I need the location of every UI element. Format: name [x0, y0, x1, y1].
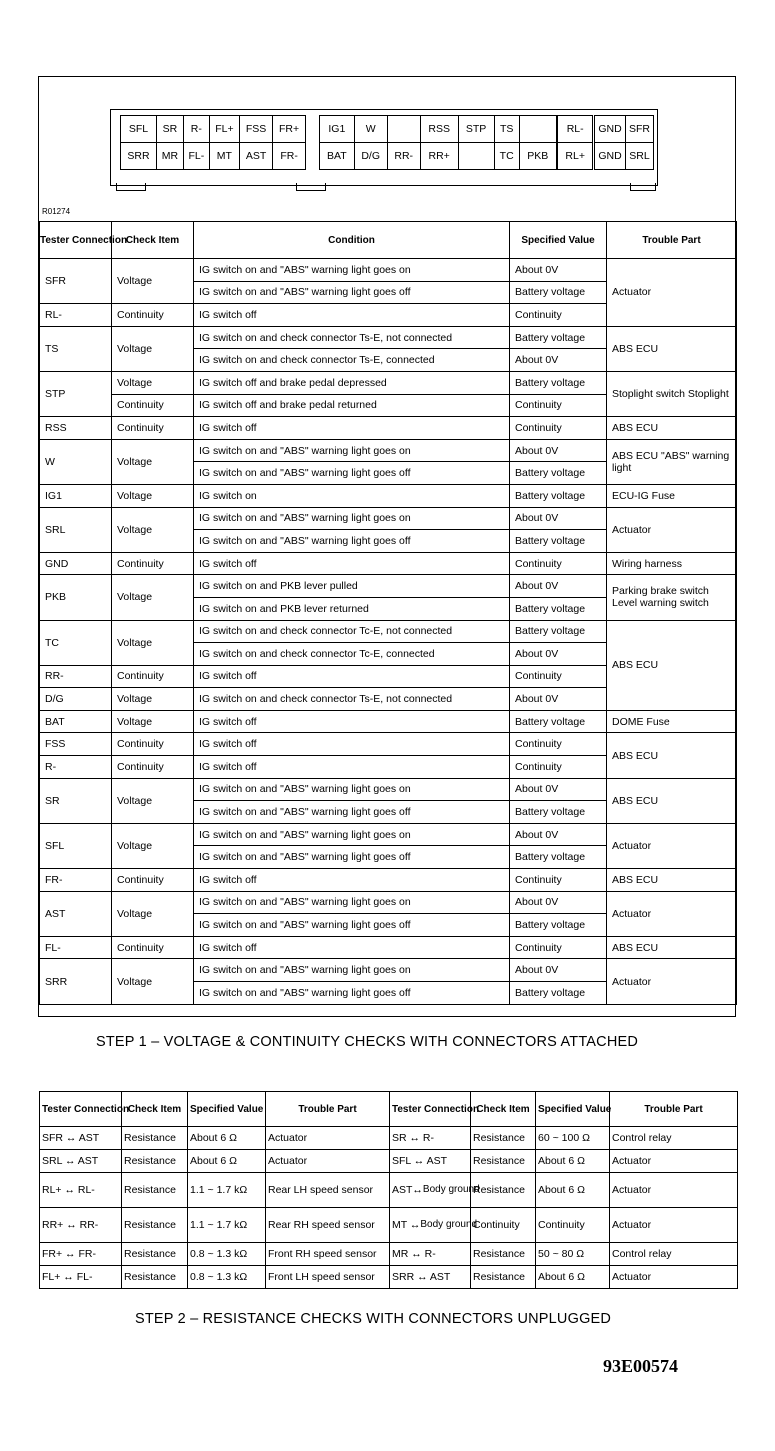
drawing-code: R01274	[42, 207, 71, 216]
check-item-cell: Voltage	[112, 823, 194, 868]
trouble-part-cell: Actuator	[610, 1208, 738, 1243]
condition-cell: IG switch on	[194, 484, 510, 507]
table-row	[40, 891, 737, 914]
specified-value-cell: Battery voltage	[510, 846, 607, 869]
check-item-cell: Continuity	[112, 417, 194, 440]
check-item-cell: Continuity	[112, 869, 194, 892]
specified-value-cell: About 0V	[510, 575, 607, 598]
specified-value-cell: Continuity	[510, 936, 607, 959]
pin: IG1	[320, 116, 355, 143]
check-item-cell: Voltage	[112, 710, 194, 733]
table-row	[40, 326, 737, 349]
condition-cell: IG switch on and "ABS" warning light goes on	[194, 439, 510, 462]
check-item-cell: Voltage	[112, 620, 194, 665]
table-row	[40, 552, 737, 575]
connector-block-3	[594, 115, 654, 170]
table-row	[40, 417, 737, 440]
check-item-cell: Resistance	[122, 1150, 188, 1173]
condition-cell: IG switch on and "ABS" warning light goes off	[194, 462, 510, 485]
pin: FR-	[273, 143, 306, 170]
tester-connection-cell: PKB	[40, 575, 112, 620]
pin: FR+	[273, 116, 306, 143]
tester-connection-cell: SRL ↔ AST	[40, 1150, 122, 1173]
pin: GND	[595, 116, 626, 143]
table-row	[40, 1127, 738, 1150]
pin	[519, 116, 556, 143]
check-item-cell: Voltage	[112, 959, 194, 1004]
check-item-cell: Voltage	[112, 439, 194, 484]
trouble-part-cell: Actuator	[607, 959, 737, 1004]
tester-connection-cell: SFL ↔ AST	[390, 1150, 471, 1173]
tester-connection-cell: BAT	[40, 710, 112, 733]
trouble-part-cell: ABS ECU	[607, 620, 737, 710]
specified-value-cell: About 0V	[510, 259, 607, 282]
check-item-cell: Voltage	[112, 326, 194, 371]
check-item-cell: Resistance	[122, 1173, 188, 1208]
check-item-cell: Resistance	[122, 1266, 188, 1289]
table-row	[40, 1266, 738, 1289]
header-trouble-part: Trouble Part	[266, 1092, 390, 1127]
table-row	[40, 778, 737, 801]
condition-cell: IG switch on and PKB lever returned	[194, 597, 510, 620]
tester-connection-cell: FL-	[40, 936, 112, 959]
specified-value-cell: Continuity	[510, 552, 607, 575]
condition-cell: IG switch on and "ABS" warning light goes on	[194, 778, 510, 801]
step1-table	[39, 221, 737, 1005]
condition-cell: IG switch off	[194, 936, 510, 959]
connector-block-1	[120, 115, 306, 170]
trouble-part-cell: Rear LH speed sensor	[266, 1173, 390, 1208]
tester-connection-cell: TC	[40, 620, 112, 665]
trouble-part-cell: Actuator	[610, 1173, 738, 1208]
pin: SRL	[625, 143, 653, 170]
condition-cell: IG switch on and check connector Ts-E, connected	[194, 349, 510, 372]
tester-connection-cell: D/G	[40, 688, 112, 711]
trouble-part-cell: ABS ECU	[607, 733, 737, 778]
tester-connection-cell: FSS	[40, 733, 112, 756]
specified-value-cell: Continuity	[510, 417, 607, 440]
specified-value-cell: About 0V	[510, 891, 607, 914]
trouble-part-cell: ABS ECU	[607, 417, 737, 440]
pin: FSS	[239, 116, 272, 143]
header-tester-connection: Tester Connection	[390, 1092, 471, 1127]
trouble-part-cell: ABS ECU	[607, 869, 737, 892]
trouble-part-cell: ABS ECU	[607, 778, 737, 823]
tester-connection-cell: RL+ ↔ RL-	[40, 1173, 122, 1208]
trouble-part-cell: Front RH speed sensor	[266, 1243, 390, 1266]
pin: FL+	[209, 116, 239, 143]
body-ground-label: Body ground	[422, 1184, 480, 1196]
table-row	[40, 1208, 738, 1243]
header-specified-value: Specified Value	[510, 222, 607, 259]
header-trouble-part: Trouble Part	[610, 1092, 738, 1127]
table-row	[40, 484, 737, 507]
condition-cell: IG switch on and "ABS" warning light goes off	[194, 982, 510, 1005]
specified-value-cell: About 0V	[510, 959, 607, 982]
pin: RSS	[420, 116, 458, 143]
trouble-part-cell: Actuator	[266, 1127, 390, 1150]
tester-connection-cell: SR	[40, 778, 112, 823]
header-trouble-part: Trouble Part	[607, 222, 737, 259]
condition-cell: IG switch on and "ABS" warning light goes off	[194, 801, 510, 824]
body-ground-label: Body ground	[420, 1219, 478, 1231]
condition-cell: IG switch off	[194, 552, 510, 575]
trouble-part-cell: Actuator	[266, 1150, 390, 1173]
condition-cell: IG switch off	[194, 304, 510, 327]
pin: SFR	[625, 116, 653, 143]
specified-value-cell: About 6 Ω	[536, 1173, 610, 1208]
pin: BAT	[320, 143, 355, 170]
specified-value-cell: Battery voltage	[510, 371, 607, 394]
specified-value-cell: Battery voltage	[510, 326, 607, 349]
check-item-cell: Voltage	[112, 891, 194, 936]
specified-value-cell: About 0V	[510, 439, 607, 462]
table-row	[40, 620, 737, 643]
tester-connection-cell: SFL	[40, 823, 112, 868]
specified-value-cell: Continuity	[536, 1208, 610, 1243]
table-row	[40, 823, 737, 846]
pin: RL-	[558, 116, 593, 143]
check-item-cell: Continuity	[112, 304, 194, 327]
tester-connection-cell: SR ↔ R-	[390, 1127, 471, 1150]
trouble-part-cell: Wiring harness	[607, 552, 737, 575]
condition-cell: IG switch on and "ABS" warning light goes off	[194, 846, 510, 869]
check-item-cell: Resistance	[471, 1150, 536, 1173]
trouble-part-cell: Front LH speed sensor	[266, 1266, 390, 1289]
header-specified-value: Specified Value	[536, 1092, 610, 1127]
check-item-cell: Voltage	[112, 507, 194, 552]
table-row	[40, 869, 737, 892]
check-item-cell: Resistance	[471, 1266, 536, 1289]
specified-value-cell: About 6 Ω	[536, 1266, 610, 1289]
pin: SR	[156, 116, 183, 143]
check-item-cell: Resistance	[471, 1127, 536, 1150]
condition-cell: IG switch off	[194, 665, 510, 688]
check-item-cell: Resistance	[471, 1243, 536, 1266]
tester-connection-cell: MR ↔ R-	[390, 1243, 471, 1266]
condition-cell: IG switch off	[194, 756, 510, 779]
step2-caption: STEP 2 – RESISTANCE CHECKS WITH CONNECTORS UNPLUGGED	[135, 1311, 612, 1327]
check-item-cell: Continuity	[112, 733, 194, 756]
trouble-part-cell: Control relay	[610, 1127, 738, 1150]
pin: TC	[494, 143, 519, 170]
trouble-part-cell: ABS ECU	[607, 326, 737, 371]
condition-cell: IG switch on and check connector Ts-E, not connected	[194, 326, 510, 349]
check-item-cell: Resistance	[471, 1173, 536, 1208]
trouble-part-cell: ABS ECU "ABS" warning light	[607, 439, 737, 484]
table-row	[40, 936, 737, 959]
table-row	[40, 575, 737, 598]
header-specified-value: Specified Value	[188, 1092, 266, 1127]
tester-connection-cell	[390, 1208, 478, 1243]
condition-cell: IG switch on and "ABS" warning light goes on	[194, 891, 510, 914]
tester-connection-cell: SRR ↔ AST	[390, 1266, 471, 1289]
condition-cell: IG switch on and "ABS" warning light goes off	[194, 281, 510, 304]
specified-value-cell: Continuity	[510, 665, 607, 688]
pin: GND	[595, 143, 626, 170]
tester-connection-cell: FR-	[40, 869, 112, 892]
specified-value-cell: 0.8 ~ 1.3 kΩ	[188, 1266, 266, 1289]
specified-value-cell: About 0V	[510, 349, 607, 372]
connector-block-2	[319, 115, 593, 170]
figure-number: 93E00574	[603, 1356, 679, 1376]
tester-connection-cell: RL-	[40, 304, 112, 327]
tester-connection-cell: SRL	[40, 507, 112, 552]
condition-cell: IG switch off and brake pedal depressed	[194, 371, 510, 394]
tester-connection-cell: R-	[40, 756, 112, 779]
specified-value-cell: About 0V	[510, 823, 607, 846]
specified-value-cell: About 0V	[510, 507, 607, 530]
trouble-part-cell: Actuator	[607, 823, 737, 868]
tester-connection-cell: SFR ↔ AST	[40, 1127, 122, 1150]
check-item-cell: Voltage	[112, 371, 194, 394]
condition-cell: IG switch on and "ABS" warning light goes off	[194, 530, 510, 553]
condition-cell: IG switch off and brake pedal returned	[194, 394, 510, 417]
specified-value-cell: Battery voltage	[510, 982, 607, 1005]
table-row	[40, 371, 737, 394]
trouble-part-cell: ECU-IG Fuse	[607, 484, 737, 507]
trouble-part-cell: Stoplight switch Stoplight	[607, 371, 737, 416]
tester-connection-cell: IG1	[40, 484, 112, 507]
specified-value-cell: About 6 Ω	[188, 1127, 266, 1150]
condition-cell: IG switch on and "ABS" warning light goes on	[194, 507, 510, 530]
pin: STP	[458, 116, 494, 143]
connector-tab	[116, 183, 146, 191]
specified-value-cell: 60 ~ 100 Ω	[536, 1127, 610, 1150]
specified-value-cell: Battery voltage	[510, 484, 607, 507]
pin	[387, 116, 420, 143]
check-item-cell: Voltage	[112, 575, 194, 620]
table-row	[40, 710, 737, 733]
pin: FL-	[183, 143, 209, 170]
tester-connection-cell: FL+ ↔ FL-	[40, 1266, 122, 1289]
pin: RL+	[558, 143, 593, 170]
tester-connection-cell: TS	[40, 326, 112, 371]
pin: R-	[183, 116, 209, 143]
specified-value-cell: Battery voltage	[510, 530, 607, 553]
trouble-part-cell: Parking brake switch Level warning switch	[607, 575, 737, 620]
check-item-cell: Resistance	[122, 1243, 188, 1266]
pin: AST	[239, 143, 272, 170]
table-row	[40, 439, 737, 462]
table-row	[40, 507, 737, 530]
step1-caption: STEP 1 – VOLTAGE & CONTINUITY CHECKS WITH CONNECTORS ATTACHED	[96, 1034, 639, 1050]
table-row	[40, 733, 737, 756]
tester-connection-cell: SFR	[40, 259, 112, 304]
specified-value-cell: 1.1 ~ 1.7 kΩ	[188, 1173, 266, 1208]
specified-value-cell: Battery voltage	[510, 462, 607, 485]
header-check-item: Check Item	[122, 1092, 188, 1127]
condition-cell: IG switch on and "ABS" warning light goes on	[194, 959, 510, 982]
specified-value-cell: About 6 Ω	[188, 1150, 266, 1173]
specified-value-cell: About 0V	[510, 643, 607, 666]
tester-connection-cell: FR+ ↔ FR-	[40, 1243, 122, 1266]
check-item-cell: Continuity	[471, 1208, 536, 1243]
table-row	[40, 959, 737, 982]
condition-cell: IG switch on and "ABS" warning light goes on	[194, 823, 510, 846]
condition-cell: IG switch on and check connector Tc-E, not connected	[194, 620, 510, 643]
specified-value-cell: Continuity	[510, 304, 607, 327]
trouble-part-cell: ABS ECU	[607, 936, 737, 959]
condition-cell: IG switch on and "ABS" warning light goes off	[194, 914, 510, 937]
check-item-cell: Continuity	[112, 756, 194, 779]
condition-cell: IG switch off	[194, 417, 510, 440]
tester-connection-cell: STP	[40, 371, 112, 416]
specified-value-cell: About 6 Ω	[536, 1150, 610, 1173]
specified-value-cell: Continuity	[510, 394, 607, 417]
check-item-cell: Resistance	[122, 1127, 188, 1150]
header-tester-connection: Tester Connection	[40, 1092, 122, 1127]
check-item-cell: Continuity	[112, 394, 194, 417]
condition-cell: IG switch on and check connector Tc-E, connected	[194, 643, 510, 666]
header-check-item: Check Item	[112, 222, 194, 259]
trouble-part-cell: DOME Fuse	[607, 710, 737, 733]
pin: PKB	[519, 143, 556, 170]
specified-value-cell: About 0V	[510, 778, 607, 801]
trouble-part-cell: Actuator	[610, 1150, 738, 1173]
specified-value-cell: About 0V	[510, 688, 607, 711]
trouble-part-cell: Actuator	[607, 507, 737, 552]
condition-cell: IG switch off	[194, 733, 510, 756]
trouble-part-cell: Control relay	[610, 1243, 738, 1266]
specified-value-cell: 0.8 ~ 1.3 kΩ	[188, 1243, 266, 1266]
pin: TS	[494, 116, 519, 143]
header-tester-connection: Tester Connection	[40, 222, 112, 259]
check-item-cell: Voltage	[112, 484, 194, 507]
condition-cell: IG switch on and PKB lever pulled	[194, 575, 510, 598]
condition-cell: IG switch off	[194, 710, 510, 733]
condition-cell: IG switch on and check connector Ts-E, not connected	[194, 688, 510, 711]
tester-connection-cell	[390, 1173, 480, 1208]
check-item-cell: Continuity	[112, 936, 194, 959]
header-condition: Condition	[194, 222, 510, 259]
tester-connection-cell: RR+ ↔ RR-	[40, 1208, 122, 1243]
step2-table	[39, 1091, 738, 1289]
pin: RR+	[420, 143, 458, 170]
specified-value-cell: 50 ~ 80 Ω	[536, 1243, 610, 1266]
tester-connection-text: MT ↔	[392, 1218, 421, 1231]
pin: SRR	[121, 143, 157, 170]
trouble-part-cell: Actuator	[607, 891, 737, 936]
tester-connection-cell: RSS	[40, 417, 112, 440]
table-row	[40, 1173, 738, 1208]
table-row	[40, 1243, 738, 1266]
check-item-cell: Continuity	[112, 552, 194, 575]
pin: W	[354, 116, 387, 143]
specified-value-cell: 1.1 ~ 1.7 kΩ	[188, 1208, 266, 1243]
tester-connection-cell: RR-	[40, 665, 112, 688]
specified-value-cell: Battery voltage	[510, 914, 607, 937]
trouble-part-cell: Rear RH speed sensor	[266, 1208, 390, 1243]
specified-value-cell: Battery voltage	[510, 710, 607, 733]
pin: MR	[156, 143, 183, 170]
tester-connection-cell: AST	[40, 891, 112, 936]
specified-value-cell: Battery voltage	[510, 597, 607, 620]
trouble-part-cell: Actuator	[607, 259, 737, 327]
check-item-cell: Resistance	[122, 1208, 188, 1243]
check-item-cell: Continuity	[112, 665, 194, 688]
specified-value-cell: Battery voltage	[510, 281, 607, 304]
specified-value-cell: Battery voltage	[510, 620, 607, 643]
pin	[458, 143, 494, 170]
pin: RR-	[387, 143, 420, 170]
specified-value-cell: Continuity	[510, 869, 607, 892]
check-item-cell: Voltage	[112, 688, 194, 711]
tester-connection-cell: GND	[40, 552, 112, 575]
table-row	[40, 1150, 738, 1173]
tester-connection-cell: W	[40, 439, 112, 484]
pin: MT	[209, 143, 239, 170]
pin: D/G	[354, 143, 387, 170]
check-item-cell: Voltage	[112, 259, 194, 304]
table-row	[40, 259, 737, 282]
specified-value-cell: Continuity	[510, 733, 607, 756]
check-item-cell: Voltage	[112, 778, 194, 823]
pin: SFL	[121, 116, 157, 143]
tester-connection-cell: SRR	[40, 959, 112, 1004]
trouble-part-cell: Actuator	[610, 1266, 738, 1289]
tester-connection-text: AST↔	[392, 1183, 423, 1196]
specified-value-cell: Battery voltage	[510, 801, 607, 824]
condition-cell: IG switch on and "ABS" warning light goes on	[194, 259, 510, 282]
header-check-item: Check Item	[471, 1092, 536, 1127]
condition-cell: IG switch off	[194, 869, 510, 892]
specified-value-cell: Continuity	[510, 756, 607, 779]
connector-tab	[630, 183, 656, 191]
connector-tab	[296, 183, 326, 191]
